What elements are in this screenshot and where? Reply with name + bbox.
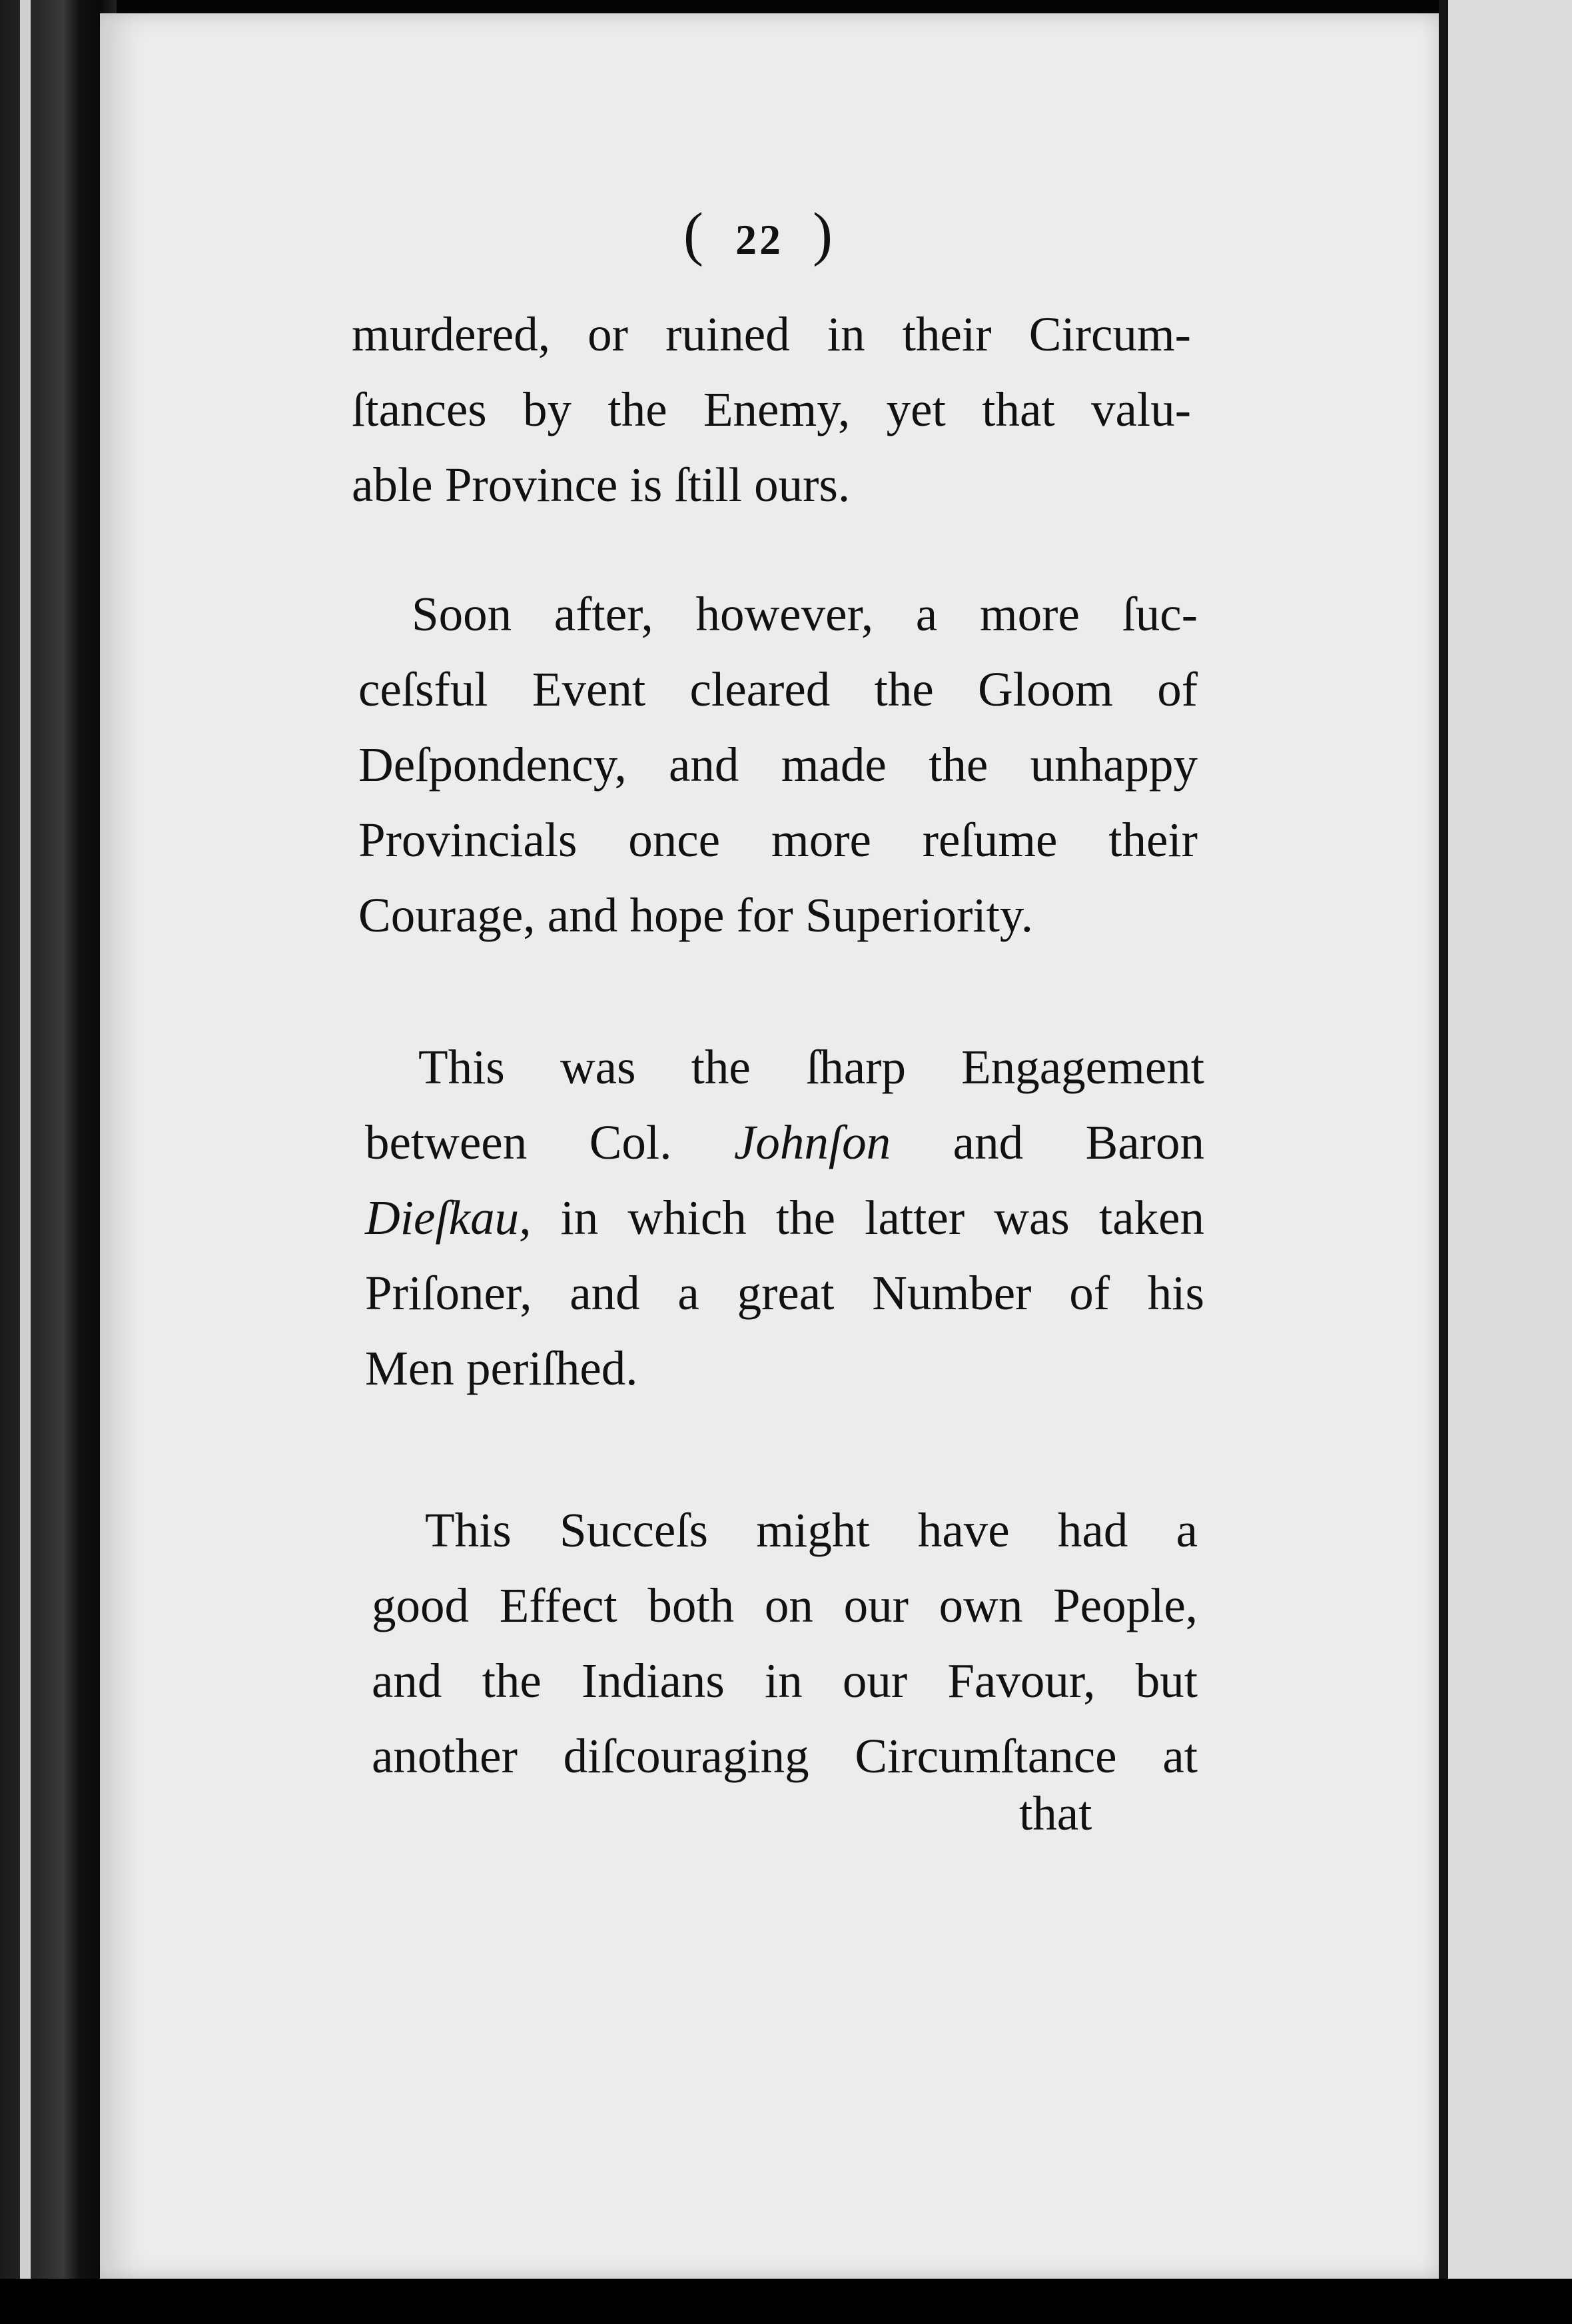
text-line: Priſoner, and a great Number of his: [365, 1266, 1204, 1320]
adjacent-page-edge: [1445, 0, 1572, 2279]
header-paren-right: ): [813, 201, 835, 267]
text-line: murdered, or ruined in their Circum-: [352, 307, 1191, 361]
text-line: Soon after, however, a more ſuc-: [412, 587, 1198, 641]
binding-strip: [20, 0, 31, 2324]
scan-bottom-edge: [0, 2279, 1572, 2324]
text-line: ſtances by the Enemy, yet that valu-: [352, 382, 1191, 436]
text-fragment: in which the latter was taken: [531, 1191, 1204, 1245]
catchword: that: [1019, 1786, 1092, 1840]
text-line: Courage, and hope for Superiority.: [358, 888, 1033, 942]
text-line-with-name: [365, 1105, 1204, 1180]
paragraph-4: [372, 1492, 1198, 1794]
text-line-with-name: [365, 1180, 1204, 1255]
text-line: This was the ſharp Engagement: [418, 1040, 1204, 1094]
italic-name-dieskau: Dieſkau,: [365, 1191, 532, 1245]
italic-name-johnson: Johnſon: [733, 1115, 891, 1169]
header-paren-left: (: [683, 201, 706, 267]
page-gutter: [1439, 0, 1448, 2292]
text-fragment: and Baron: [953, 1115, 1204, 1169]
text-fragment: between Col.: [365, 1115, 734, 1169]
text-line: This Succeſs might have had a: [425, 1503, 1198, 1557]
page-header: [659, 200, 859, 269]
paragraph-2: [358, 576, 1198, 953]
book-binding-edge: [0, 0, 117, 2324]
text-line: another diſcouraging Circumſtance at: [372, 1729, 1198, 1783]
text-line: Deſpondency, and made the unhappy: [358, 738, 1198, 792]
text-line: and the Indians in our Favour, but: [372, 1654, 1198, 1708]
paragraph-3: [365, 1029, 1204, 1406]
text-line: Men periſhed.: [365, 1341, 638, 1395]
paragraph-1: [352, 296, 1191, 522]
text-line: Provincials once more reſume their: [358, 813, 1198, 867]
text-line: ceſsful Event cleared the Gloom of: [358, 662, 1198, 716]
page-number: 22: [735, 216, 783, 263]
text-line: able Province is ſtill ours.: [352, 458, 851, 512]
text-line: good Effect both on our own People,: [372, 1578, 1198, 1632]
